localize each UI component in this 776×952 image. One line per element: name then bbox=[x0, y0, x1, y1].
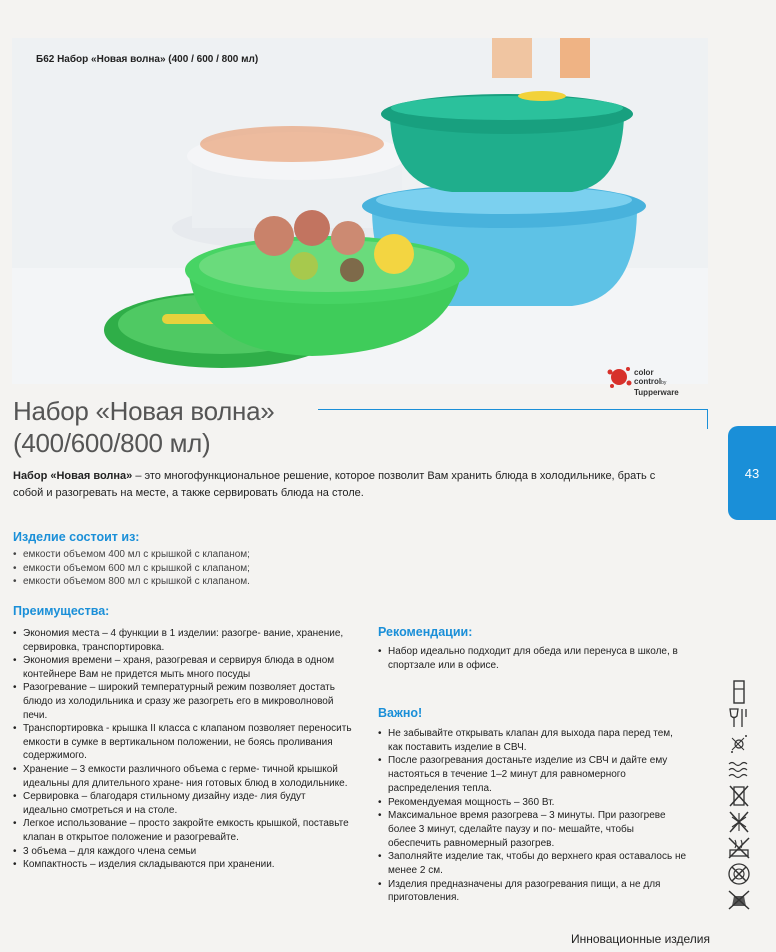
no-freezer-icon bbox=[726, 810, 752, 834]
advantages-heading: Преимущества: bbox=[13, 604, 110, 618]
dishwasher-icon bbox=[726, 732, 752, 756]
list-item: • Разогревание – широкий температурный режим позволяет достать блюдо из холодильника и сразу же разогреть его в микроволновой печи. bbox=[13, 681, 353, 722]
title-divider bbox=[318, 409, 708, 410]
title-line2: (400/600/800 мл) bbox=[13, 428, 211, 458]
no-fire-icon bbox=[726, 888, 752, 912]
brand-by: by bbox=[661, 380, 667, 386]
composition-heading: Изделие состоит из: bbox=[13, 530, 140, 544]
list-item: • 3 объема – для каждого члена семьи bbox=[13, 845, 353, 859]
product-photo bbox=[12, 38, 708, 397]
list-item: • Транспортировка - крышка II класса с клапаном позволяет переносить емкости в сумке в вертикальном положении, не боясь проливания содержимого. bbox=[13, 722, 353, 763]
usage-icons bbox=[722, 680, 756, 914]
microwave-icon bbox=[726, 758, 752, 782]
list-item: • После разогревания достаньте изделие из СВЧ и дайте ему настояться в течение 1–2 минут для равномерного распределения тепла. bbox=[378, 754, 688, 795]
brand-line1: color bbox=[634, 368, 654, 377]
list-item: • Изделия предназначены для разогревания пищи, а не для приготовления. bbox=[378, 878, 688, 905]
list-item: • Заполняйте изделие так, чтобы до верхнего края оставалось не менее 2 см. bbox=[378, 850, 688, 877]
composition-list bbox=[13, 548, 333, 589]
color-control-logo bbox=[606, 364, 702, 406]
important-list bbox=[378, 727, 688, 905]
intro-paragraph bbox=[13, 468, 663, 502]
recommendations-heading: Рекомендации: bbox=[378, 625, 473, 639]
food-safe-icon bbox=[726, 706, 752, 730]
brand-name: Tupperware bbox=[634, 388, 679, 397]
recommendations-list bbox=[378, 645, 678, 673]
list-item: • Рекомендуемая мощность – 360 Вт. bbox=[378, 796, 688, 810]
list-item: • Экономия времени – храня, разогревая и сервируя блюда в одном контейнере Вам не придется мыть много посуды bbox=[13, 654, 353, 681]
no-grill-icon bbox=[726, 862, 752, 886]
page-title bbox=[13, 395, 333, 459]
brand-text bbox=[634, 368, 679, 397]
brand-line2: control bbox=[634, 377, 662, 386]
title-divider-tick bbox=[707, 409, 708, 429]
list-item: • Не забывайте открывать клапан для выхода пара перед тем, как поставить изделие в СВЧ. bbox=[378, 727, 688, 754]
title-line1: Набор «Новая волна» bbox=[13, 396, 275, 426]
product-illustration bbox=[12, 38, 708, 384]
list-item: • Набор идеально подходит для обеда или перенуса в школе, в спортзале или в офисе. bbox=[378, 645, 678, 673]
page-number: 43 bbox=[744, 465, 760, 481]
list-item: • Легкое использование – просто закройте емкость крышкой, поставьте клапан в открытое положение и разогревайте. bbox=[13, 817, 353, 844]
no-stove-icon bbox=[726, 836, 752, 860]
list-item: • Сервировка – благодаря стильному дизайну изде- лия будут идеально смотреться и на столе. bbox=[13, 790, 353, 817]
important-heading: Важно! bbox=[378, 706, 423, 720]
color-splash-icon bbox=[606, 364, 632, 390]
advantages-list bbox=[13, 627, 353, 872]
list-item: • Компактность – изделия складываются при хранении. bbox=[13, 858, 353, 872]
fridge-icon bbox=[726, 680, 752, 704]
list-item: • емкости объемом 600 мл с крышкой с клапаном; bbox=[13, 562, 333, 576]
list-item: • емкости объемом 800 мл с крышкой с клапаном. bbox=[13, 575, 333, 589]
list-item: • Экономия места – 4 функции в 1 изделии: разогре- вание, хранение, сервировка, транспортировка. bbox=[13, 627, 353, 654]
list-item: • Максимальное время разогрева – 3 минуты. При разогреве более 3 минут, сделайте паузу и по- мешайте, чтобы обеспечить равномерный разогрев. bbox=[378, 809, 688, 850]
intro-text: – это многофункциональное решение, которое позволит Вам хранить блюда в холодильнике, брать с собой и разогревать на месте, а также сервировать блюда на столе. bbox=[13, 470, 656, 499]
list-item: • емкости объемом 400 мл с крышкой с клапаном; bbox=[13, 548, 333, 562]
list-item: • Хранение – 3 емкости различного объема с герме- тичной крышкой идеальны для длительного хране- ния готовых блюд в холодильнике. bbox=[13, 763, 353, 790]
page-number-tab bbox=[728, 426, 776, 520]
intro-bold: Набор «Новая волна» bbox=[13, 470, 133, 482]
no-oven-icon bbox=[726, 784, 752, 808]
section-footer: Инновационные изделия bbox=[570, 932, 710, 946]
product-code-label: Б62 Набор «Новая волна» (400 / 600 / 800 мл) bbox=[36, 54, 259, 65]
